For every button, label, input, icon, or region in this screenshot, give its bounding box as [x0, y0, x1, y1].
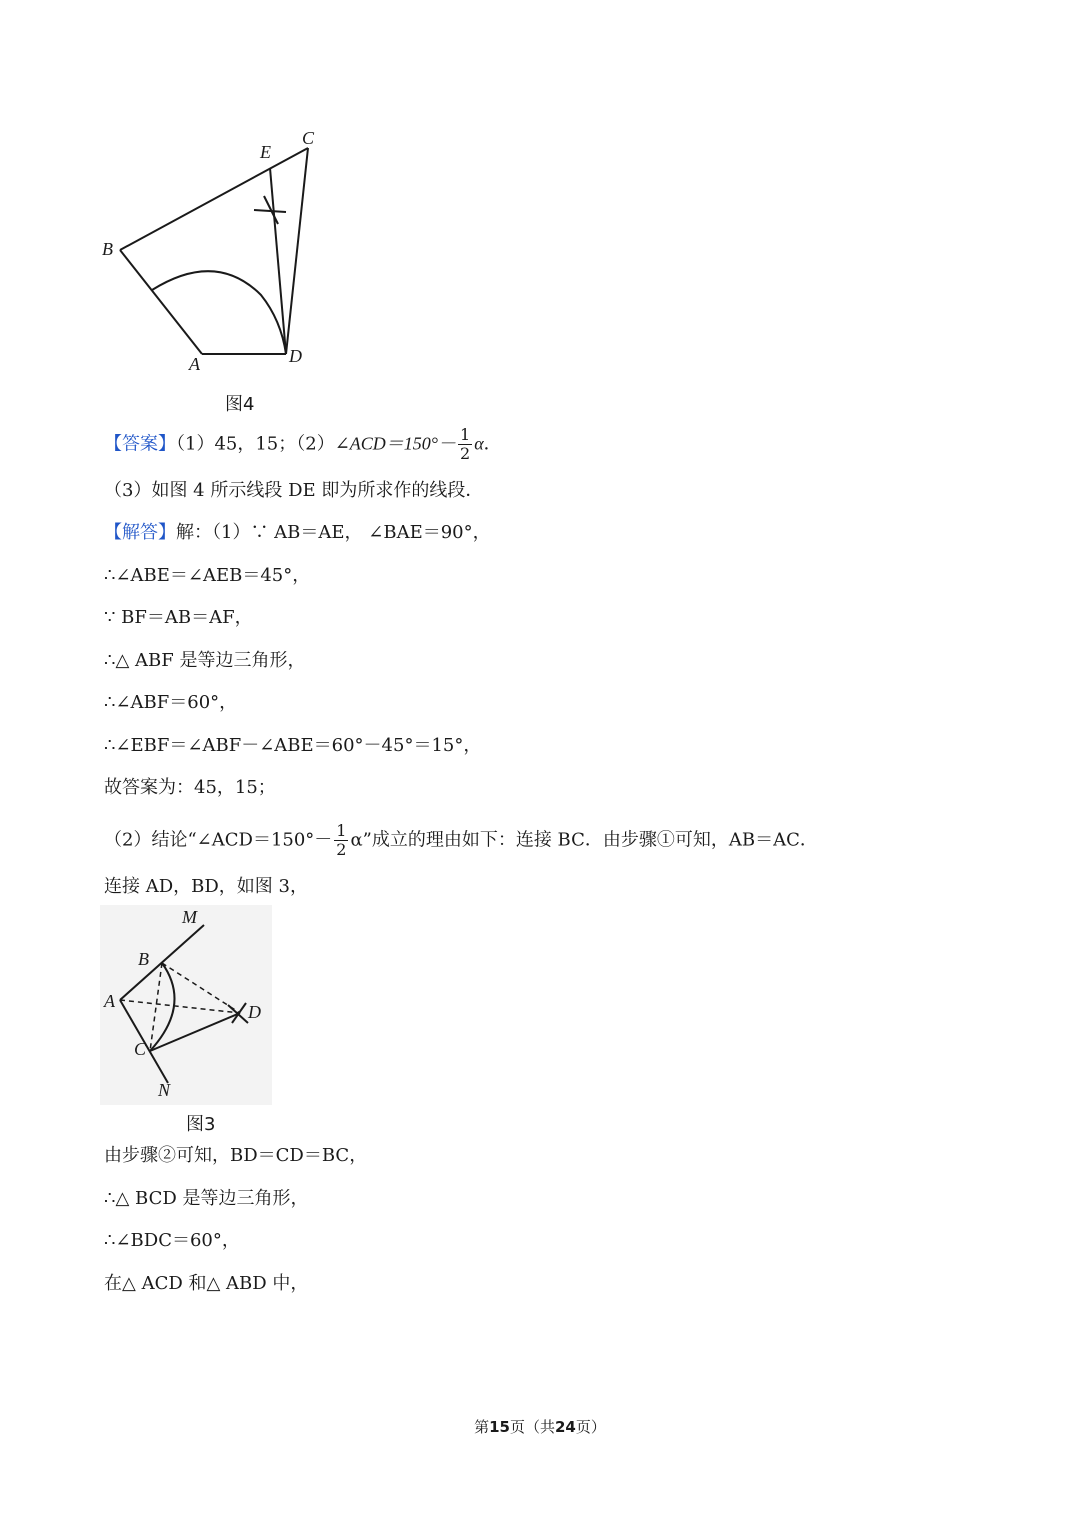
after-line: ∴∠BDC＝60°，: [104, 1230, 240, 1251]
part2-line: [104, 822, 818, 859]
after-line: 在△ ACD 和△ ABD 中，: [104, 1273, 309, 1294]
footer-page: 15: [489, 1418, 510, 1436]
answer-tag: 【答案】: [104, 433, 176, 455]
connect-line: 连接 AD，BD，如图 3，: [104, 876, 308, 897]
footer-pre: 第: [474, 1418, 490, 1436]
segment-BA: [120, 250, 202, 354]
answer-end: ．: [483, 433, 502, 455]
label-E: E: [260, 142, 271, 162]
label-A: A: [104, 991, 115, 1011]
label-B: B: [102, 239, 113, 259]
part2-fraction: [334, 822, 348, 859]
part2-pre: （2）结论“∠ACD＝150°－: [104, 829, 333, 851]
segment-BC: [120, 148, 308, 250]
label-D: D: [289, 346, 302, 366]
figure-4-diagram: [96, 120, 336, 380]
footer-mid: 页（共: [509, 1418, 555, 1436]
figure-3-caption: 图3: [186, 1114, 216, 1135]
step-line: ∴∠ABF＝60°，: [104, 692, 238, 713]
step-line: ∴∠ABE＝∠AEB＝45°，: [104, 565, 311, 586]
label-A: A: [189, 354, 200, 374]
part2-frac-den: 2: [336, 840, 347, 859]
footer-total: 24: [555, 1418, 576, 1436]
solution-line: [104, 520, 491, 546]
text-line-3: （3）如图 4 所示线段 DE 即为所求作的线段．: [104, 480, 484, 501]
answer-part1: （1）45，15；（2）: [176, 433, 335, 455]
step-line: ∴∠EBF＝∠ABF－∠ABE＝60°－45°＝15°，: [104, 735, 482, 756]
answer-alpha: α: [474, 433, 484, 454]
label-D: D: [248, 1002, 261, 1022]
answer-frac-den: 2: [460, 444, 471, 463]
after-line: ∴△ BCD 是等边三角形，: [104, 1188, 309, 1209]
solution-intro: 解：（1）∵ AB＝AE， ∠BAE＝90°，: [176, 522, 491, 543]
arc: [152, 271, 286, 354]
page-footer: [0, 1416, 1080, 1437]
answer-equation: ∠ACD＝150°－: [334, 433, 456, 454]
figure-3-diagram: [100, 905, 280, 1105]
step-line: ∴△ ABF 是等边三角形，: [104, 650, 306, 671]
answer-line: [104, 426, 502, 463]
step-line: ∵ BF＝AB＝AF，: [104, 607, 253, 628]
label-M: M: [182, 907, 197, 927]
label-N: N: [158, 1080, 171, 1100]
solution-tag: 【解答】: [104, 522, 176, 543]
label-B: B: [138, 949, 149, 969]
arc-mark-1: [254, 210, 286, 212]
step-line: 故答案为：45，15；: [104, 777, 276, 798]
segment-CD: [286, 148, 308, 354]
after-line: 由步骤②可知，BD＝CD＝BC，: [104, 1145, 368, 1166]
part2-post: α”成立的理由如下：连接 BC．由步骤①可知，AB＝AC．: [350, 829, 818, 851]
answer-frac-num: 1: [460, 425, 471, 444]
part2-frac-num: 1: [336, 821, 347, 840]
figure-4-caption: 图4: [225, 394, 255, 415]
label-C: C: [134, 1039, 147, 1059]
label-C: C: [302, 128, 315, 148]
footer-post: 页）: [575, 1418, 606, 1436]
answer-fraction: [458, 426, 472, 463]
